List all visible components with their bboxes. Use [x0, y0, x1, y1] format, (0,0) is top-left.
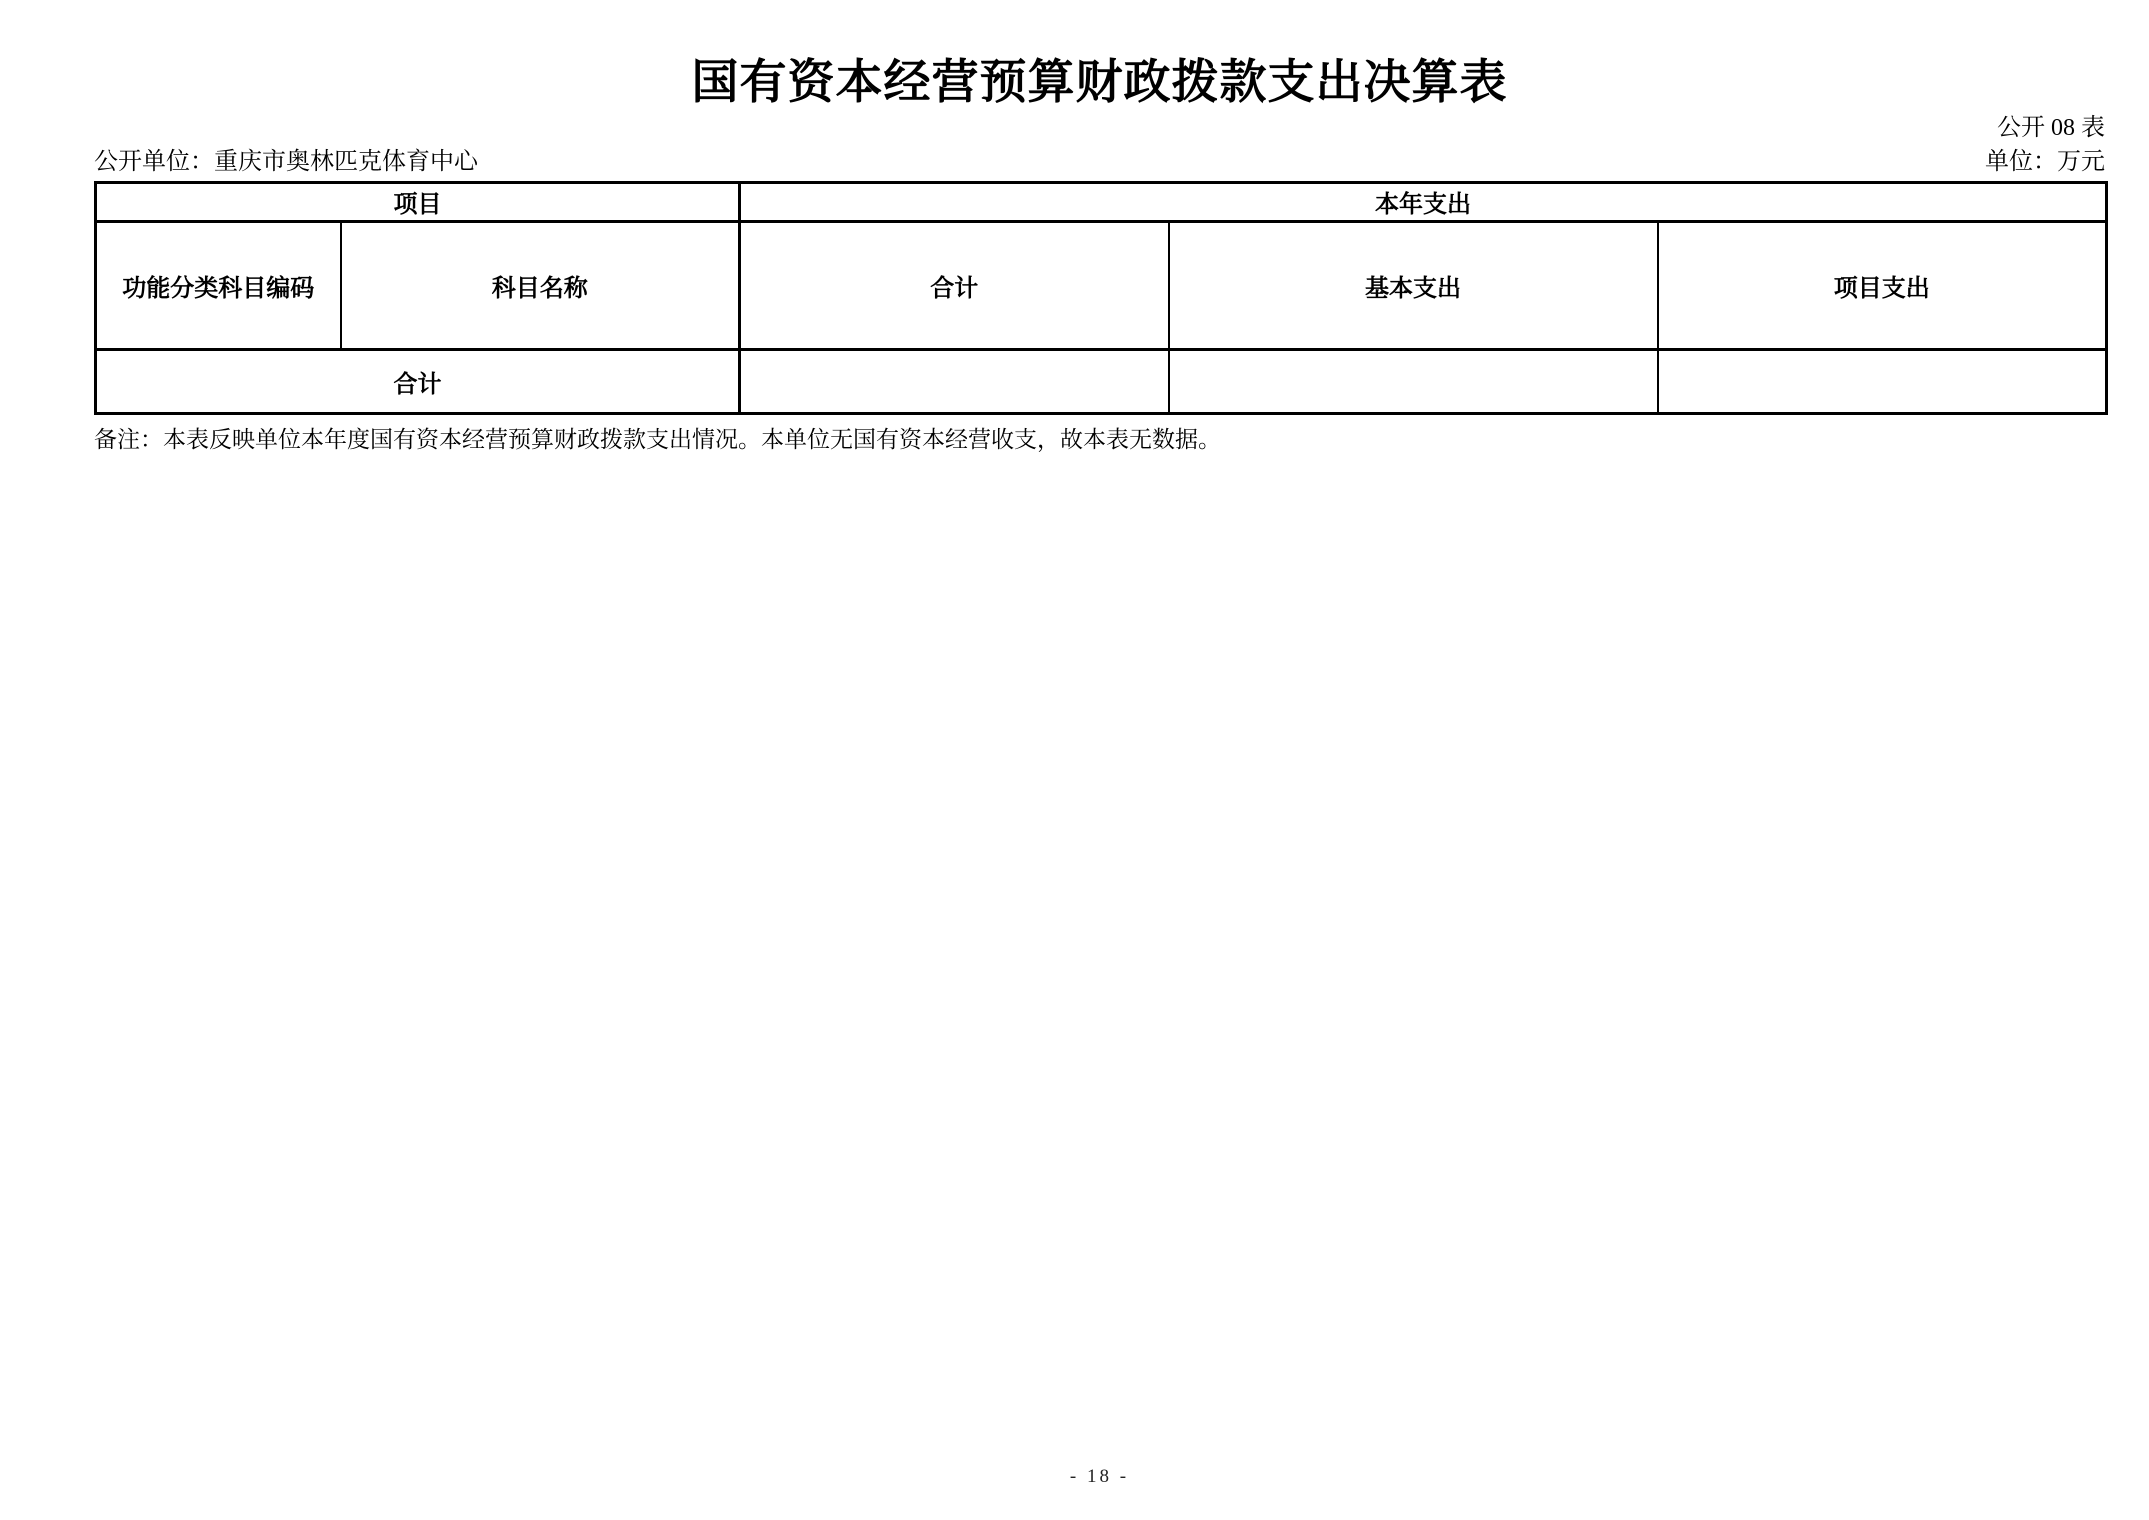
note-text: 备注：本表反映单位本年度国有资本经营预算财政拨款支出情况。本单位无国有资本经营收支，故本表无数据。	[94, 426, 1221, 452]
page-number: - 18 -	[1069, 1466, 1130, 1487]
header-cell-year-expense-group: 本年支出	[740, 182, 2107, 221]
header-cell-basic-expense: 基本支出	[1169, 221, 1658, 349]
fiscal-table	[94, 181, 2108, 415]
header-cell-subject-name: 科目名称	[341, 221, 740, 349]
header-cell-function-code: 功能分类科目编码	[96, 221, 341, 349]
cell-project-expense-value	[1658, 349, 2107, 413]
header-cell-project-expense: 项目支出	[1658, 221, 2107, 349]
page-title: 国有资本经营预算财政拨款支出决算表	[691, 57, 1508, 109]
table-code-label: 公开 08 表	[1997, 115, 2105, 142]
table-row-column-header	[96, 221, 2107, 349]
table-row-group-header	[96, 182, 2107, 221]
cell-basic-expense-value	[1169, 349, 1658, 413]
unit-of-measure-label: 单位：万元	[1985, 149, 2105, 176]
header-cell-total: 合计	[740, 221, 1169, 349]
page-content	[94, 0, 2105, 455]
cell-total-value	[740, 349, 1169, 413]
publishing-unit-label: 公开单位：重庆市奥林匹克体育中心	[94, 149, 478, 176]
row-label-total: 合计	[96, 349, 740, 413]
table-row-total	[96, 349, 2107, 413]
header-cell-item-group: 项目	[96, 182, 740, 221]
meta-row	[94, 148, 2105, 177]
